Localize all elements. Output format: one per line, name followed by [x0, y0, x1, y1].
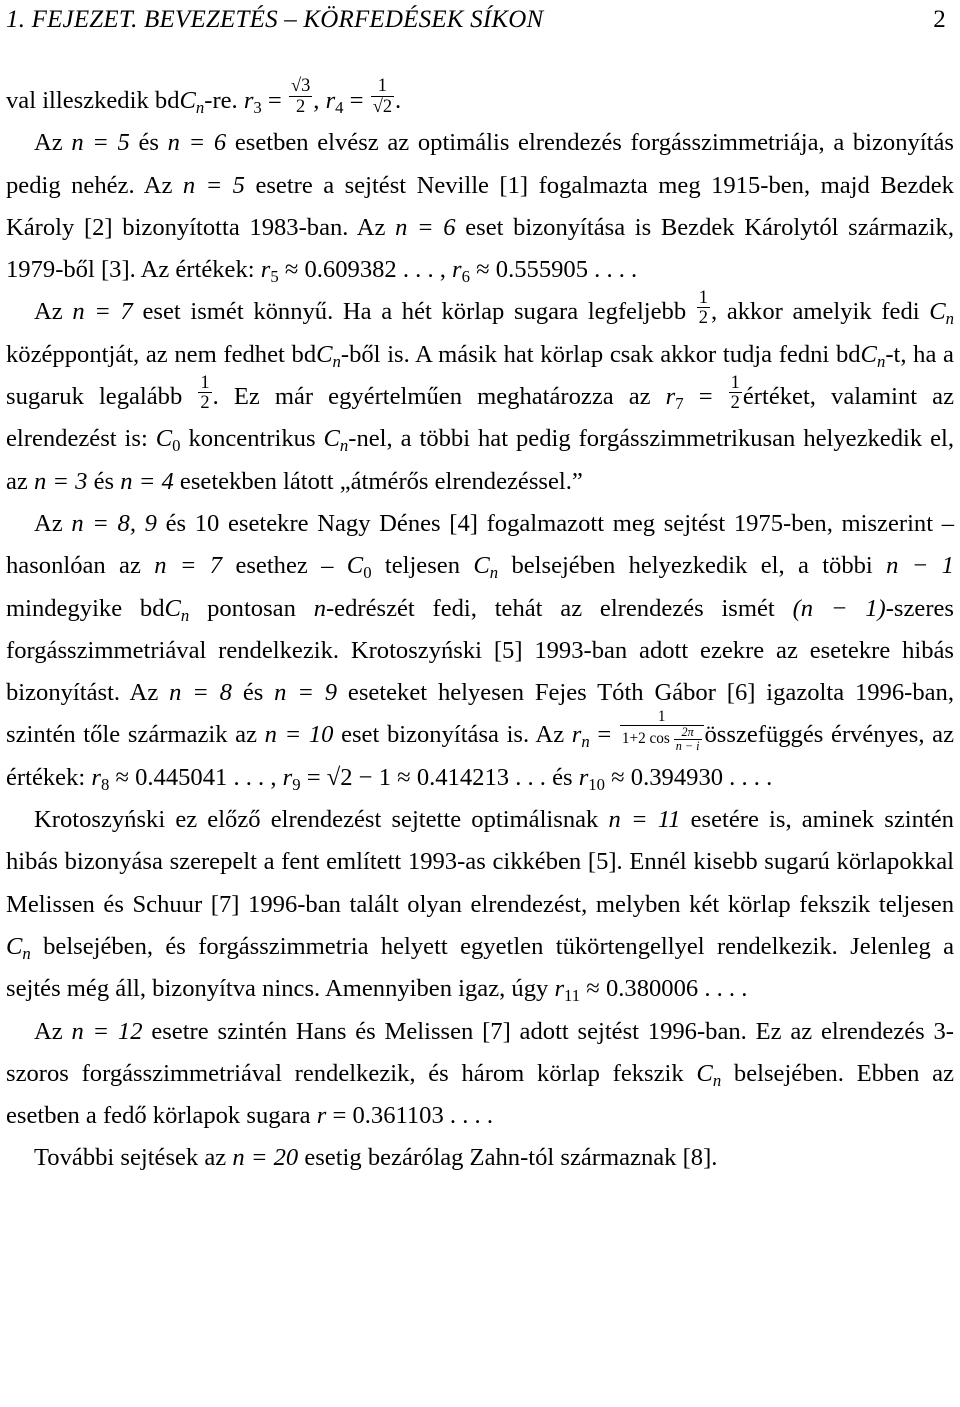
text: értéket, valamint az elrendezést is: — [6, 383, 955, 453]
text: esetekben látott „átmérős elrendezéssel.” — [173, 467, 583, 495]
text: esetben elvész az optimális elrendezés forgásszimmetriája, a bizonyítás pedig nehéz. Az — [6, 129, 954, 199]
fraction-den: 2 — [730, 391, 740, 412]
math-r: r — [260, 256, 271, 284]
math-expr: n = 20 — [232, 1144, 299, 1172]
math-C: C — [473, 552, 490, 580]
paragraph-6 — [6, 1011, 954, 1138]
text: esetekre Nagy Dénes [4] fogalmazott meg sejtést 1975-ben, miszerint – hasonlóan az — [6, 509, 954, 580]
fraction-num: 1 — [698, 286, 709, 307]
math-r: r — [316, 1102, 327, 1130]
text: -nel, a többi hat pedig forgásszimmetrikusan helyezkedik el, az — [6, 425, 954, 495]
text: esetre a sejtést Neville [1] fogalmazta meg 1915-ben, majd Bezdek Károly [2] bizonyította 1983-ban. Az — [6, 171, 954, 241]
math-C: C — [929, 298, 946, 326]
math-expr: n = 5 — [182, 171, 245, 199]
fraction-den: 2 — [698, 307, 709, 328]
text: esethez – — [222, 552, 347, 580]
text: középpontját, az nem fedhet — [6, 340, 292, 368]
main-text — [6, 75, 955, 1180]
math-sub: 11 — [564, 986, 581, 1006]
fraction-den: 2 — [296, 95, 306, 116]
math-r: r — [554, 975, 565, 1003]
math-C: C — [316, 340, 333, 368]
text: További sejtések az — [34, 1144, 233, 1172]
paragraph-7 — [6, 1137, 954, 1179]
text: teljesen — [371, 552, 474, 580]
fraction-rn — [620, 709, 704, 753]
paragraph-2 — [6, 122, 954, 291]
text: esetre szintén Hans és Melissen [7] adott sejtést 1996-ban. Ez az elrendezés 3-szoros forgásszimmetriával rendelkezik, és három körlap fekszik — [6, 1017, 954, 1087]
math-n: n — [313, 594, 326, 622]
text: 1+2 cos — [621, 729, 674, 747]
text: és — [87, 467, 121, 495]
fraction-num: 1 — [730, 371, 740, 392]
value-r10: ≈ 0.394930 . . . . — [605, 763, 773, 791]
math-r: r — [91, 763, 101, 791]
math-C: C — [6, 932, 23, 960]
paragraph-3 — [6, 286, 955, 502]
fraction-den: n − i — [675, 738, 700, 753]
math-sub: n — [195, 98, 205, 118]
fraction-num: 1 — [620, 709, 704, 726]
value-r5: ≈ 0.609382 . . . , — [278, 256, 453, 284]
math-C: C — [164, 594, 181, 622]
math-sub: 0 — [172, 436, 181, 456]
text: . Ez már egyértelműen meghatározza az — [212, 383, 666, 411]
math-bd: bd — [154, 87, 180, 114]
fraction-inner — [674, 726, 702, 753]
math-r: r — [243, 87, 254, 114]
math-sub: 0 — [363, 563, 372, 583]
value-r6: ≈ 0.555905 . . . . — [469, 256, 638, 284]
math-C: C — [179, 87, 196, 114]
math-C: C — [323, 425, 340, 453]
math-eq: = — [261, 87, 288, 114]
text: pontosan — [189, 594, 314, 622]
text: belsejében helyezkedik el, a többi — [498, 552, 887, 580]
math-expr: n = 11 — [608, 806, 681, 834]
paragraph-4 — [6, 503, 954, 799]
fraction-half — [697, 288, 710, 328]
text: és 10 — [156, 509, 220, 537]
math-expr: n − 1 — [886, 552, 954, 580]
text: Az — [34, 1017, 72, 1045]
math-sub: n — [339, 436, 349, 456]
math-expr: n = 6 — [167, 129, 227, 157]
text: és — [129, 129, 168, 157]
text: , akkor amelyik fedi — [711, 298, 930, 326]
math-eq: = — [343, 87, 370, 114]
math-bd: bd — [291, 340, 317, 368]
math-sub: 9 — [292, 774, 301, 794]
math-sub: n — [332, 351, 341, 371]
math-sub: n — [876, 351, 886, 371]
fraction-r3 — [289, 76, 312, 116]
fraction-num: 1 — [371, 76, 394, 96]
fraction-den: 2 — [200, 391, 210, 412]
math-sub: 7 — [675, 394, 684, 414]
math-sub: n — [712, 1070, 722, 1090]
text: , — [313, 87, 326, 114]
math-sub: 8 — [100, 774, 110, 794]
value-r9: = √2 − 1 ≈ 0.414213 . . . és — [300, 763, 579, 791]
math-sub: 3 — [253, 98, 262, 118]
fraction-r4 — [371, 76, 394, 116]
text: mindegyike — [6, 594, 140, 622]
math-sub: n — [489, 563, 499, 583]
fraction-num: 1 — [200, 371, 210, 392]
math-sub: n — [581, 732, 590, 752]
math-C: C — [860, 340, 877, 368]
math-sub: 6 — [461, 267, 470, 287]
math-expr: (n − 1) — [792, 594, 886, 622]
value-r11: ≈ 0.380006 . . . . — [580, 975, 748, 1003]
math-expr: n = 7 — [154, 552, 223, 580]
text: -edrészét fedi, tehát az elrendezés ismét — [325, 594, 793, 622]
math-expr: n = 9 — [274, 679, 338, 707]
text: val illeszkedik — [6, 87, 155, 114]
text: Az — [34, 298, 73, 326]
text: eset bizonyítása is Bezdek Károlytól származik, 1979-ből [3]. Az értékek: — [6, 213, 954, 284]
math-expr: n = 8 — [169, 679, 232, 707]
text: belsejében, és forgásszimmetria helyett egyetlen tükörtengellyel rendelkezik. Jelenleg a sejtés még áll, bizonyítva nincs. Amennyiben igaz, úgy — [6, 932, 954, 1003]
math-bd: bd — [835, 340, 861, 368]
math-r: r — [452, 256, 462, 284]
text: . — [395, 87, 402, 114]
text: belsejében. Ebben az esetben a fedő körlapok sugara — [6, 1059, 955, 1130]
text: és — [231, 679, 275, 707]
math-expr: n = 10 — [264, 721, 334, 749]
math-C: C — [155, 425, 173, 453]
paragraph-5 — [6, 799, 954, 1010]
math-sub: n — [180, 605, 190, 625]
fraction-den: √2 — [372, 95, 393, 116]
math-expr: n = 5 — [71, 129, 130, 157]
fraction-num: √3 — [290, 75, 311, 96]
chapter-title: 1. FEJEZET. BEVEZETÉS – KÖRFEDÉSEK SÍKON — [6, 6, 544, 33]
text: -szeres forgásszimmetriával rendelkezik. Krotoszyński [5] 1993-ban adott ezekre az esetekre hibás bizonyítást. Az — [6, 594, 955, 707]
math-eq: = — [683, 383, 728, 411]
math-sub: 10 — [588, 774, 606, 794]
math-expr: n = 6 — [395, 213, 456, 241]
value-r8: ≈ 0.445041 . . . , — [109, 763, 283, 791]
text: Az — [34, 129, 72, 157]
math-eq: = — [589, 721, 619, 749]
text: eset bizonyítása is. Az — [333, 721, 572, 749]
math-C: C — [346, 552, 364, 580]
math-expr: n = 12 — [71, 1017, 143, 1045]
fraction-num: 2π — [674, 726, 702, 740]
text: eseteket helyesen Fejes Tóth Gábor [6] igazolta 1996-ban, szintén tőle származik az — [6, 679, 954, 749]
math-C: C — [696, 1059, 713, 1087]
text: -ből is. A másik hat körlap csak akkor tudja fedni — [340, 340, 836, 368]
math-expr: n = 8, 9 — [71, 509, 157, 537]
math-r: r — [325, 87, 336, 114]
math-r: r — [282, 763, 293, 791]
text: esetig bezárólag Zahn-tól származnak [8]. — [298, 1144, 718, 1172]
math-r: r — [571, 721, 582, 749]
math-expr: n = 3 — [33, 467, 88, 495]
page-number: 2 — [933, 6, 946, 33]
value-r: = 0.361103 . . . . — [326, 1102, 493, 1130]
math-r: r — [578, 763, 589, 791]
text: koncentrikus — [180, 425, 324, 453]
math-r: r — [665, 383, 676, 411]
fraction-den — [620, 726, 704, 753]
paragraph-1 — [6, 75, 954, 122]
text: összefüggés érvényes, az értékek: — [6, 721, 955, 791]
math-sub: n — [945, 309, 954, 329]
math-sub: 4 — [335, 98, 344, 118]
math-expr: n = 7 — [72, 298, 133, 326]
math-sub: 5 — [270, 267, 279, 287]
math-expr: n = 4 — [120, 467, 174, 495]
fraction-half — [198, 373, 211, 413]
text: eset ismét könnyű. Ha a hét körlap sugara legfeljebb — [132, 298, 696, 326]
math-bd: bd — [139, 594, 165, 622]
text: esetére is, aminek szintén hibás bizonyása szerepelt a fent említett 1993-as cikkében [5]. Ennél kisebb sugarú körlapokkal Melissen és Schuur [7] 1996-ban talált olyan elrendezést, melyben két körlap fekszik teljesen — [6, 806, 954, 918]
running-header — [6, 4, 946, 38]
text: Az — [34, 509, 72, 537]
text: -t, ha a sugaruk legalább — [6, 340, 954, 411]
text: -re. — [204, 87, 244, 114]
fraction-half — [729, 373, 742, 413]
math-sub: n — [22, 943, 31, 963]
text: Krotoszyński ez előző elrendezést sejtette optimálisnak — [34, 806, 609, 834]
